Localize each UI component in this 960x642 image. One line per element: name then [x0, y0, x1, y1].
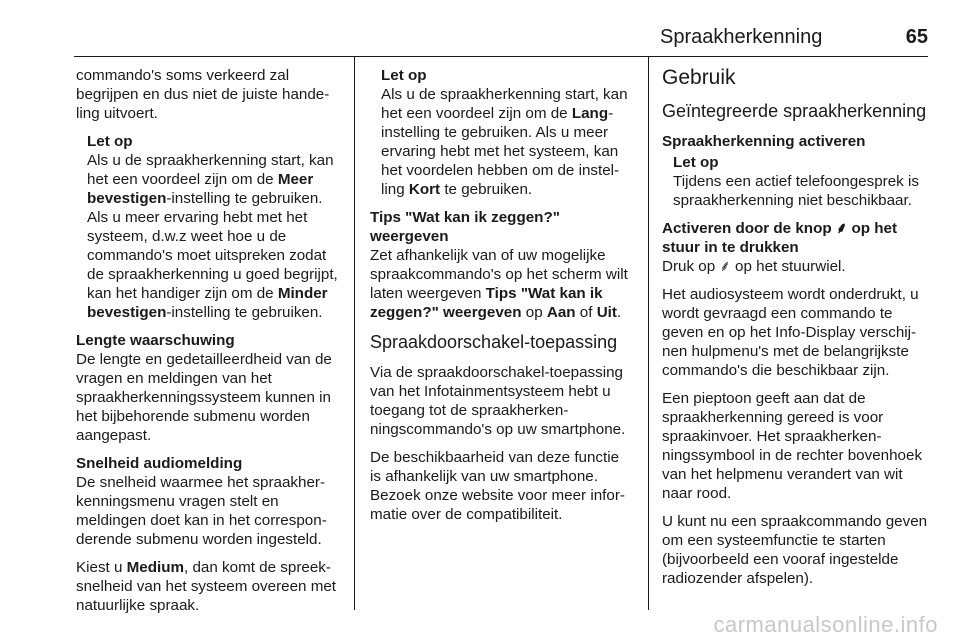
heading-voice-passthrough: Spraakdoorschakel-toepassing [370, 332, 618, 352]
setting-long: Lang [571, 105, 609, 122]
paragraph-text: , dan komt de spreeksnelheid van het systeem overeen met natuurlijke spraak. [76, 559, 337, 614]
note-length [381, 66, 634, 199]
section-text: op het stuurwiel. [730, 258, 846, 275]
column-2 [370, 66, 634, 533]
section-title [662, 219, 928, 257]
note-text: Tijdens een actief telefoongesprek is spraakherkenning niet beschikbaar. [673, 173, 919, 209]
setting-short: Kort [408, 181, 441, 198]
section-prompt-length [76, 331, 340, 445]
paragraph-text: Kiest u [76, 559, 127, 576]
header-rule [74, 56, 928, 57]
section-audio-speed [76, 454, 340, 549]
section-text: of [575, 304, 597, 321]
section-text: De snelheid waarmee het spraakherkenningsmenu vragen stelt en meldingen doet kan in het corresponderende submenu worden ingesteld. [76, 474, 327, 548]
section-text: Druk op [662, 258, 720, 275]
section-text: De lengte en gedetailleerdheid van de vragen en meldingen van het spraakherkenningssysteem kunnen in het bijbehorende submenu worden aangepast. [76, 351, 332, 444]
note-text: -instelling te gebruiken. Als u meer ervaring hebt met het systeem, d.w.z weet hoe u de commando's moet uitspreken zodat de spraakherkenning u goed begrijpt, kan het handiger zijn om de [87, 190, 338, 302]
section-title-text: op het stuur in te drukken [662, 220, 898, 256]
voice-button-icon: ⸙ [719, 258, 731, 275]
section-title-text: Activeren door de knop [662, 220, 836, 237]
paragraph: Een pieptoon geeft aan dat de spraakherkenning gereed is voor spraakinvoer. Het spraakherkenningssymbool in de rechter bovenhoek van het helpmenu verandert van wit naar rood. [662, 390, 923, 502]
page-title: Spraakherkenning [660, 26, 823, 48]
note-text: Als u de spraakherkenning start, kan het een voordeel zijn om de [87, 152, 334, 188]
setting-on: Aan [546, 304, 576, 321]
page-number: 65 [905, 26, 928, 48]
note-phone-call [673, 153, 928, 210]
column-3 [662, 66, 928, 597]
section-text: op [521, 304, 547, 321]
page-header [660, 26, 928, 56]
note-confirmation [87, 132, 340, 322]
note-text: -instelling te gebruiken. Als u meer ervaring hebt met het systeem, kan het voordelen hebben om de instelling [381, 105, 620, 198]
section-title: Tips "Wat kan ik zeggen?" weergeven [370, 209, 560, 245]
note-title: Let op [673, 154, 719, 171]
note-text: te gebruiken. [440, 181, 533, 198]
section-text: Zet afhankelijk van of uw mogelijke spraakcommando's op het scherm wilt laten weergeven [370, 247, 628, 302]
voice-button-icon: ⸙ [835, 220, 848, 237]
setting-less-confirm: Minder bevestigen [87, 285, 328, 321]
column-1 [76, 66, 340, 624]
note-text: Als u de spraakherkenning start, kan het een voordeel zijn om de [381, 86, 628, 122]
intro-paragraph: commando's soms verkeerd zal begrijpen en dus niet de juiste handeling uitvoert. [76, 67, 330, 122]
section-tips [370, 208, 634, 322]
column-divider-2 [648, 57, 649, 610]
setting-off: Uit [596, 304, 617, 321]
note-text: -instelling te gebruiken. [166, 304, 323, 321]
note-title: Let op [87, 133, 133, 150]
heading-integrated-voice: Geïntegreerde spraakherkenning [662, 101, 927, 121]
section-steering-button [662, 219, 928, 276]
watermark: carmanualsonline.info [713, 612, 938, 637]
paragraph: Via de spraakdoorschakel-toepassing van het Infotainmentsysteem hebt u toegang tot de spraakherkenningscommando's op uw smartphone. [370, 364, 626, 438]
section-text: . [616, 304, 622, 321]
setting-more-confirm: Meer bevestigen [87, 171, 314, 207]
paragraph: U kunt nu een spraakcommando geven om een systeemfunctie te starten (bijvoorbeeld een vooraf ingestelde radiozender afspelen). [662, 513, 928, 587]
note-title: Let op [381, 67, 427, 84]
setting-medium: Medium [126, 559, 185, 576]
column-divider-1 [354, 57, 355, 610]
medium-paragraph [76, 558, 340, 615]
setting-tips: Tips "Wat kan ik zeggen?" weergeven [370, 285, 603, 321]
heading-activate: Spraakherkenning activeren [662, 133, 866, 150]
paragraph: De beschikbaarheid van deze functie is afhankelijk van uw smartphone. Bezoek onze website voor meer informatie over de compatibiliteit. [370, 449, 625, 523]
section-title: Lengte waarschuwing [76, 332, 235, 349]
paragraph: Het audiosysteem wordt onderdrukt, u wordt gevraagd een commando te geven en op het Info-Display verschijnen hulpmenu's met de belangrijkste commando's die beschikbaar zijn. [662, 286, 919, 379]
section-title: Snelheid audiomelding [76, 455, 243, 472]
heading-usage: Gebruik [662, 66, 736, 89]
